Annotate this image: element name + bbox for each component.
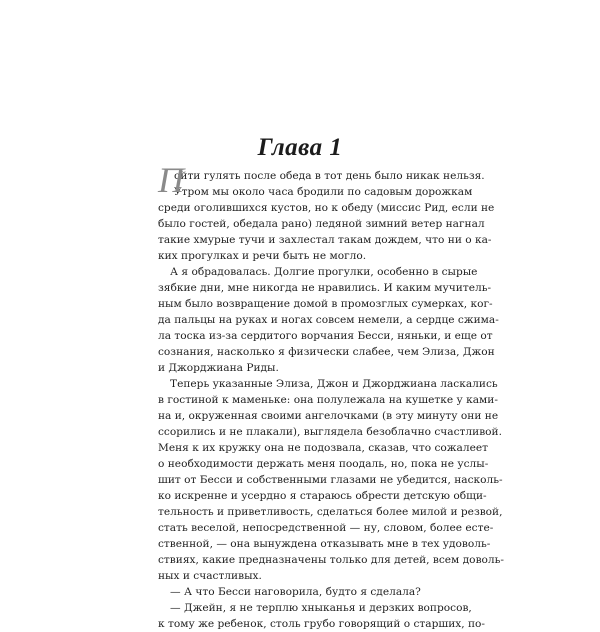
chapter-body-text xyxy=(158,160,504,632)
text-line-26: ных и счастливых. xyxy=(158,570,262,582)
text-line-14: Теперь указанные Элиза, Джон и Джорджиана ласкались xyxy=(170,378,498,390)
text-line-2: Утром мы около часа бродили по садовым дорожкам xyxy=(174,186,473,198)
text-line-25: ствиях, какие предназначены только для детей, всем доволь- xyxy=(158,554,504,566)
text-line-4: было гостей, обедала рано) ледяной зимний ветер нагнал xyxy=(158,218,485,230)
drop-cap-letter: П xyxy=(158,160,184,200)
text-line-19: о необходимости держать меня поодаль, но, пока не услы- xyxy=(158,458,489,470)
text-line-17: ссорились и не плакали), выглядела безоблачно счастливой. xyxy=(158,426,502,438)
text-line-8: зябкие дни, мне никогда не нравились. И каким мучитель- xyxy=(158,282,492,294)
text-line-23: стать веселой, непосредственной — ну, словом, более есте- xyxy=(158,522,494,534)
text-line-13: и Джорджиана Риды. xyxy=(158,362,279,374)
text-line-18: Меня к их кружку она не подозвала, сказав, что сожалеет xyxy=(158,442,488,454)
text-line-20: шит от Бесси и собственными глазами не убедится, насколь- xyxy=(158,474,503,486)
text-line-10: да пальцы на руках и ногах совсем немели, а сердце сжима- xyxy=(158,314,499,326)
text-line-28: — Джейн, я не терплю хныканья и дерзких вопросов, xyxy=(170,602,472,614)
chapter-title: Глава 1 xyxy=(257,134,343,161)
first-line-text: ойти гулять после обеда в тот день было никак нельзя. xyxy=(174,170,485,182)
text-line-24: ственной, — она вынуждена отказывать мне в тех удоволь- xyxy=(158,538,491,550)
text-line-5: такие хмурые тучи и захлестал такам дождем, что ни о ка- xyxy=(158,234,492,246)
text-line-7: А я обрадовалась. Долгие прогулки, особенно в сырые xyxy=(170,266,478,278)
text-line-11: ла тоска из-за сердитого ворчания Бесси, няньки, и еще от xyxy=(158,330,493,342)
text-line-3: среди оголившихся кустов, но к обеду (миссис Рид, если не xyxy=(158,202,495,214)
text-line-9: ным было возвращение домой в промозглых сумерках, ког- xyxy=(158,298,493,310)
text-line-29: к тому же ребенок, столь грубо говорящий о старших, по- xyxy=(158,618,486,630)
text-line-15: в гостиной к маменьке: она полулежала на кушетке у ками- xyxy=(158,394,498,406)
text-line-21: ко искренне и усердно я стараюсь обрести детскую общи- xyxy=(158,490,487,502)
text-line-12: сознания, насколько я физически слабее, чем Элиза, Джон xyxy=(158,346,495,358)
text-line-22: тельность и приветливость, сделаться более милой и резвой, xyxy=(158,506,503,518)
text-line-6: ких прогулках и речи быть не могло. xyxy=(158,250,367,262)
text-line-16: на и, окруженная своими ангелочками (в эту минуту они не xyxy=(158,410,499,422)
text-line-27: — А что Бесси наговорила, будто я сделала? xyxy=(170,586,421,598)
